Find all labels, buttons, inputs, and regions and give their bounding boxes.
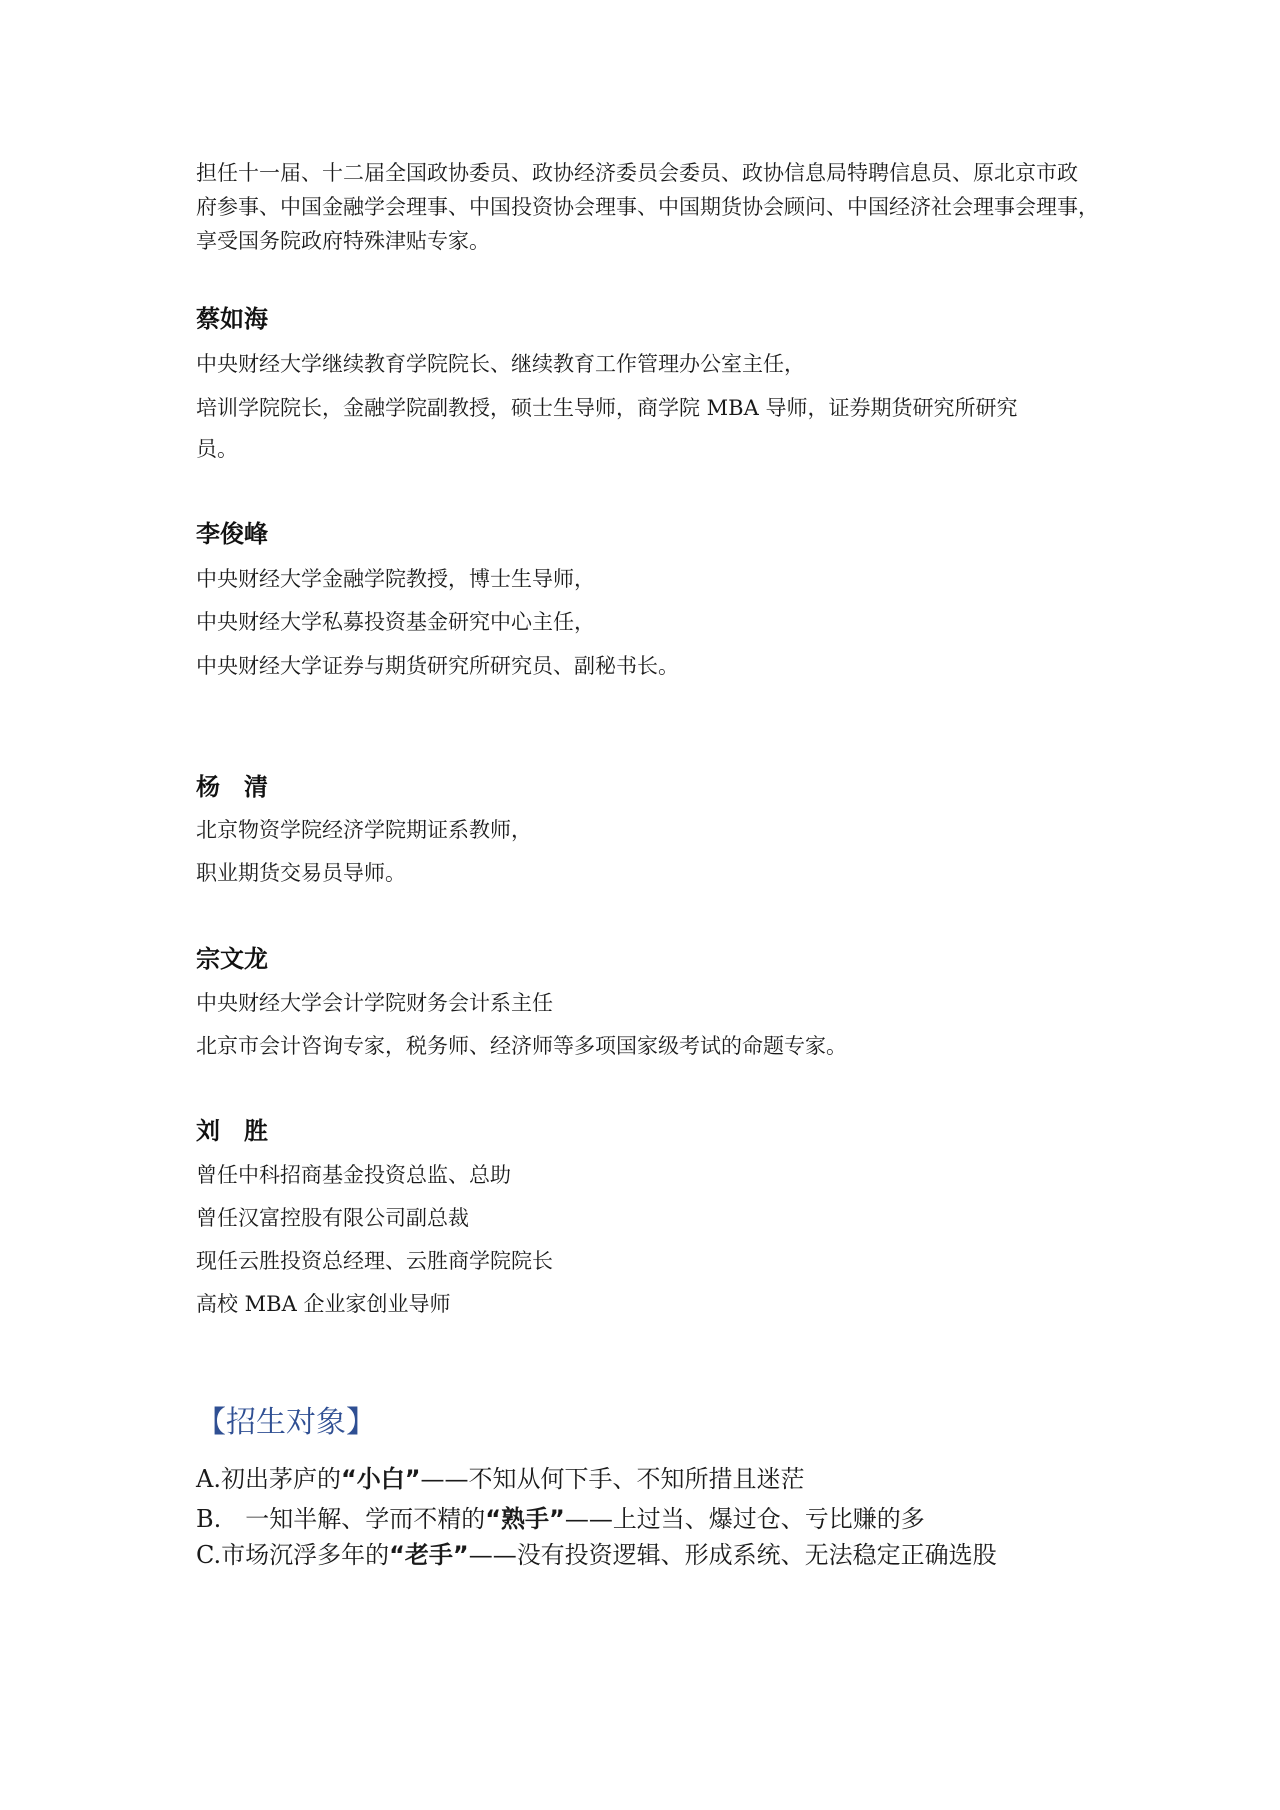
- person-bio-line: 北京物资学院经济学院期证系教师，: [196, 818, 532, 842]
- person-name: 李俊峰: [196, 520, 268, 548]
- person-name: 宗文龙: [196, 945, 268, 973]
- audience-suffix: ——上过当、爆过仓、亏比赚的多: [564, 1505, 925, 1533]
- audience-suffix: ——不知从何下手、不知所措且迷茫: [420, 1465, 805, 1493]
- audience-highlight: “老手”: [389, 1541, 469, 1569]
- person-name: 杨 清: [196, 773, 268, 801]
- person-bio-line: 员。: [196, 437, 238, 461]
- audience-item: [196, 1538, 997, 1572]
- intro-line: 享受国务院政府特殊津贴专家。: [196, 229, 490, 253]
- person-bio-line: 中央财经大学金融学院教授，博士生导师，: [196, 567, 595, 591]
- person-bio-line: 曾任汉富控股有限公司副总裁: [196, 1206, 469, 1230]
- audience-highlight: “熟手”: [485, 1505, 565, 1533]
- section-heading: 【招生对象】: [196, 1405, 376, 1440]
- audience-prefix: C.市场沉浮多年的: [196, 1541, 390, 1569]
- person-bio-line: 现任云胜投资总经理、云胜商学院院长: [196, 1249, 553, 1273]
- person-bio-line: 曾任中科招商基金投资总监、总助: [196, 1163, 511, 1187]
- person-bio-line: 高校 MBA 企业家创业导师: [196, 1292, 451, 1316]
- audience-prefix: B. 一知半解、学而不精的: [196, 1505, 486, 1533]
- person-bio-line: 中央财经大学证券与期货研究所研究员、副秘书长。: [196, 654, 679, 678]
- audience-highlight: “小白”: [340, 1465, 421, 1493]
- person-bio-line: 北京市会计咨询专家，税务师、经济师等多项国家级考试的命题专家。: [196, 1034, 847, 1058]
- person-bio-line: 中央财经大学私募投资基金研究中心主任，: [196, 610, 595, 634]
- intro-line: 担任十一届、十二届全国政协委员、政协经济委员会委员、政协信息局特聘信息员、原北京市政: [196, 161, 1078, 185]
- intro-line: 府参事、中国金融学会理事、中国投资协会理事、中国期货协会顾问、中国经济社会理事会理事，: [196, 195, 1099, 219]
- audience-suffix: ——没有投资逻辑、形成系统、无法稳定正确选股: [468, 1541, 997, 1569]
- intro-paragraph: [196, 156, 1099, 258]
- person-name: 蔡如海: [196, 305, 268, 333]
- person-bio-line: 中央财经大学继续教育学院院长、继续教育工作管理办公室主任，: [196, 352, 805, 376]
- audience-item: [196, 1502, 925, 1536]
- audience-prefix: A.初出茅庐的: [196, 1465, 341, 1493]
- person-bio-line: 职业期货交易员导师。: [196, 861, 406, 885]
- person-bio-line: 培训学院院长，金融学院副教授，硕士生导师，商学院 MBA 导师，证券期货研究所研究: [196, 396, 1018, 420]
- person-name: 刘 胜: [196, 1117, 268, 1145]
- audience-item: [196, 1462, 805, 1496]
- person-bio-line: 中央财经大学会计学院财务会计系主任: [196, 991, 553, 1015]
